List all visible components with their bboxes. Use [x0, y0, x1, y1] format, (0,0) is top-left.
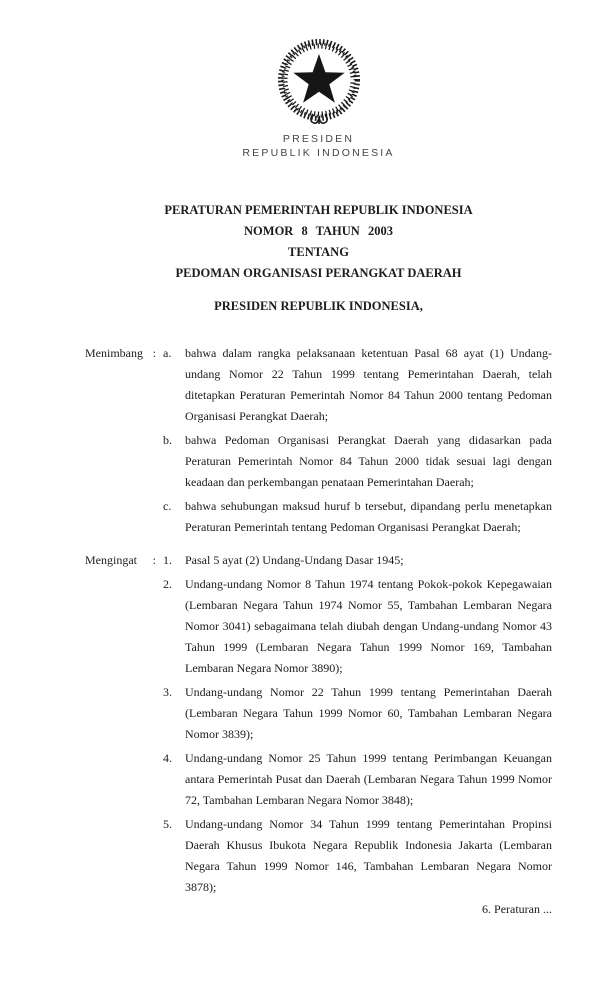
regulation-number-line: NOMOR 8 TAHUN 2003 [244, 224, 393, 238]
list-item-text: Pasal 5 ayat (2) Undang-Undang Dasar 1945; [185, 553, 404, 567]
list-item-marker: 4. [163, 751, 172, 765]
list-item-text: Undang-undang Nomor 22 Tahun 1999 tentang Pemerintahan Daerah (Lembaran Negara Tahun 1999 Nomor 60, Tambahan Lembaran Negara Nomor 3839); [185, 685, 552, 741]
list-item [163, 748, 552, 811]
list-item [163, 574, 552, 679]
legal-basis-label-colon: : [152, 553, 156, 567]
list-item [163, 682, 552, 745]
list-item-marker: 2. [163, 577, 172, 591]
list-item-marker: b. [163, 433, 172, 447]
list-item-text: Undang-undang Nomor 34 Tahun 1999 tentang Pemerintahan Propinsi Daerah Khusus Ibukota Negara Republik Indonesia Jakarta (Lembaran Negara Tahun 1999 Nomor 146, Tambahan Lembaran Negara Nomor 3878); [185, 817, 552, 894]
list-item-marker: c. [163, 499, 172, 513]
tentang-line: TENTANG [288, 245, 349, 259]
list-item [163, 343, 552, 427]
list-item [163, 550, 552, 571]
list-item-text: bahwa dalam rangka pelaksanaan ketentuan Pasal 68 ayat (1) Undang-undang Nomor 22 Tahun 1999 tentang Pemerintahan Daerah, telah ditetapkan Peraturan Pemerintah Nomor 84 Tahun 2000 tentang Pedoman Organisasi Perangkat Daerah; [185, 346, 552, 423]
list-item-text: bahwa Pedoman Organisasi Perangkat Daerah yang didasarkan pada Peraturan Pemerintah Nomor 84 Tahun 2000 tidak sesuai lagi dengan keadaan dan perkembangan penataan Pemerintahan Daerah; [185, 433, 552, 489]
legal-basis-label [85, 550, 156, 898]
considering-section [85, 343, 552, 538]
list-item [163, 814, 552, 898]
regulation-title-line: PERATURAN PEMERINTAH REPUBLIK INDONESIA [164, 203, 473, 217]
list-item-text: Undang-undang Nomor 25 Tahun 1999 tentang Perimbangan Keuangan antara Pemerintah Pusat dan Daerah (Lembaran Negara Tahun 1999 Nomor 72, Tambahan Lembaran Negara Nomor 3848); [185, 751, 552, 807]
star-icon [293, 54, 344, 103]
considering-label-colon: : [152, 346, 156, 360]
considering-items [163, 343, 552, 538]
list-item-marker: 5. [163, 817, 172, 831]
regulation-title [85, 200, 552, 284]
page-catchword: 6. Peraturan ... [482, 902, 552, 916]
letterhead-line-republik: REPUBLIK INDONESIA [242, 146, 395, 159]
list-item-marker: a. [163, 346, 172, 360]
document-content [85, 0, 552, 920]
legal-basis-items [163, 550, 552, 898]
list-item-marker: 3. [163, 685, 172, 699]
list-item [163, 496, 552, 538]
letterhead [85, 0, 552, 160]
list-item-marker: 1. [163, 553, 172, 567]
considering-label-text: Menimbang [85, 346, 143, 360]
considering-label [85, 343, 156, 538]
list-item-text: bahwa sehubungan maksud huruf b tersebut, dipandang perlu menetapkan Peraturan Pemerintah tentang Pedoman Organisasi Perangkat Daerah; [185, 499, 552, 534]
list-item [163, 430, 552, 493]
salutation-line: PRESIDEN REPUBLIK INDONESIA, [214, 299, 423, 313]
legal-basis-label-text: Mengingat [85, 553, 137, 567]
regulation-subject-line: PEDOMAN ORGANISASI PERANGKAT DAERAH [175, 266, 462, 280]
presidential-star-emblem-icon [274, 38, 364, 126]
list-item-text: Undang-undang Nomor 8 Tahun 1974 tentang Pokok-pokok Kepegawaian (Lembaran Negara Tahun 1974 Nomor 55, Tambahan Lembaran Negara Nomor 3041) sebagaimana telah diubah dengan Undang-undang Nomor 43 Tahun 1999 (Lembaran Negara Tahun 1999 Nomor 169, Tambahan Lembaran Negara Nomor 3890); [185, 577, 552, 675]
letterhead-line-presiden: PRESIDEN [282, 133, 355, 145]
letterhead-org-name [85, 133, 552, 160]
legal-basis-section [85, 550, 552, 898]
